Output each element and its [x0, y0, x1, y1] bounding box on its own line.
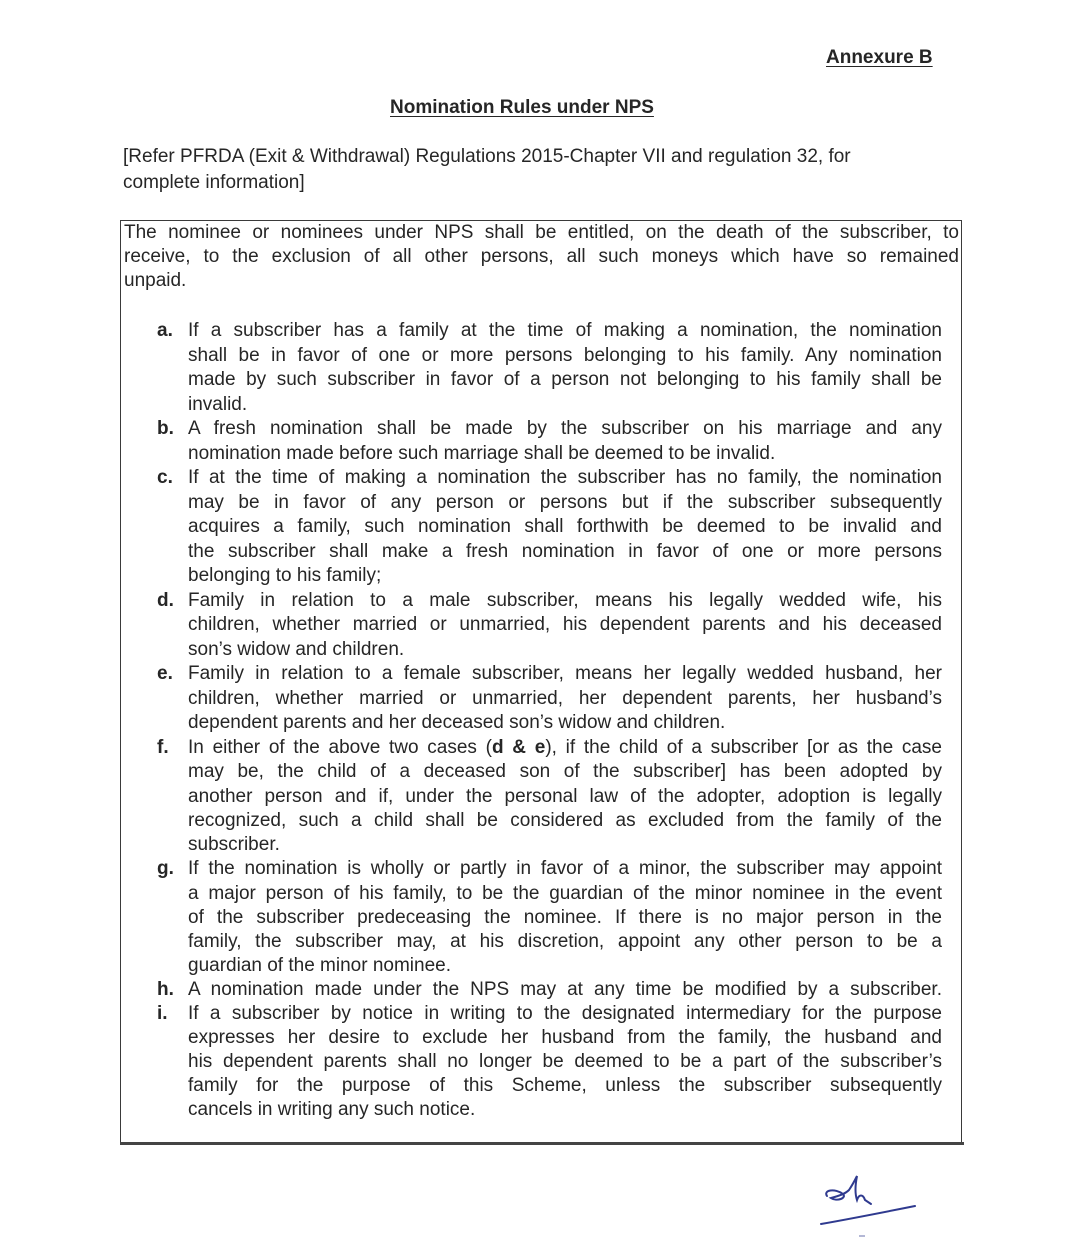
rule-line: acquires a family, such nomination shall forthwith be deemed to be invalid and [188, 516, 942, 537]
rule-line: made by such subscriber in favor of a person not belonging to his family shall be [188, 369, 942, 390]
rule-line: subscriber. [188, 834, 280, 855]
signature-icon [815, 1160, 925, 1240]
rule-marker: a. [157, 320, 173, 341]
rule-line: cancels in writing any such notice. [188, 1099, 476, 1120]
reference-line: complete information] [123, 172, 305, 193]
rule-line: family, the subscriber may, at his discretion, appoint any other person to be a [188, 931, 942, 952]
rule-line: family for the purpose of this Scheme, unless the subscriber subsequently [188, 1075, 942, 1096]
rule-marker: h. [157, 979, 174, 1000]
cross-reference: d & e [491, 737, 546, 758]
rule-marker: e. [157, 663, 173, 684]
intro-line: receive, to the exclusion of all other persons, all such moneys which have so remained [124, 246, 959, 267]
rule-line: another person and if, under the personal law of the adopter, adoption is legally [188, 786, 942, 807]
rule-marker: b. [157, 418, 174, 439]
rule-line [188, 737, 942, 759]
rule-line: son’s widow and children. [188, 639, 405, 660]
rule-marker: d. [157, 590, 174, 611]
rule-line: of the subscriber predeceasing the nominee. If there is no major person in the [188, 907, 942, 928]
rule-line: a major person of his family, to be the guardian of the minor nominee in the event [188, 883, 942, 904]
rule-marker: f. [157, 737, 169, 758]
rule-line: Family in relation to a female subscriber, means her legally wedded husband, her [188, 663, 942, 684]
page-title: Nomination Rules under NPS [390, 97, 654, 118]
rule-marker: g. [157, 858, 174, 879]
box-bottom-border [120, 1142, 964, 1145]
rule-line: If a subscriber has a family at the time of making a nomination, the nomination [188, 320, 942, 341]
intro-line: The nominee or nominees under NPS shall be entitled, on the death of the subscriber, to [124, 222, 959, 243]
rule-line: If the nomination is wholly or partly in favor of a minor, the subscriber may appoint [188, 858, 942, 879]
rule-line: may be, the child of a deceased son of the subscriber] has been adopted by [188, 761, 942, 782]
rule-line-part: ), if the child of a subscriber [or as the case [545, 737, 942, 758]
rule-line: the subscriber shall make a fresh nomination in favor of one or more persons [188, 541, 942, 562]
annexure-label: Annexure B [826, 47, 933, 68]
rule-line: nomination made before such marriage shall be deemed to be invalid. [188, 443, 776, 464]
intro-line: unpaid. [124, 270, 187, 291]
rule-line: invalid. [188, 394, 248, 415]
rule-line: If a subscriber by notice in writing to the designated intermediary for the purpose [188, 1003, 942, 1024]
signature [815, 1160, 925, 1245]
rule-line: Family in relation to a male subscriber, means his legally wedded wife, his [188, 590, 942, 611]
rule-line: may be in favor of any person or persons but if the subscriber subsequently [188, 492, 942, 513]
rule-marker: i. [157, 1003, 168, 1024]
rule-line: shall be in favor of one or more persons belonging to his family. Any nomination [188, 345, 942, 366]
rule-line: expresses her desire to exclude her husband from the family, the husband and [188, 1027, 942, 1048]
rule-line: A fresh nomination shall be made by the subscriber on his marriage and any [188, 418, 942, 439]
rule-line: children, whether married or unmarried, his dependent parents and his deceased [188, 614, 942, 635]
rule-line: recognized, such a child shall be considered as excluded from the family of the [188, 810, 942, 831]
rule-line: A nomination made under the NPS may at any time be modified by a subscriber. [188, 979, 942, 1000]
rule-line: his dependent parents shall no longer be deemed to be a part of the subscriber’s [188, 1051, 942, 1072]
rule-line: belonging to his family; [188, 565, 382, 586]
rule-line: children, whether married or unmarried, her dependent parents, her husband’s [188, 688, 942, 709]
rule-line: guardian of the minor nominee. [188, 955, 451, 976]
reference-line: [Refer PFRDA (Exit & Withdrawal) Regulations 2015-Chapter VII and regulation 32, for [123, 146, 851, 167]
rule-line: If at the time of making a nomination the subscriber has no family, the nomination [188, 467, 942, 488]
rule-marker: c. [157, 467, 173, 488]
rule-line-part: In either of the above two cases ( [188, 737, 492, 758]
rule-line: dependent parents and her deceased son’s widow and children. [188, 712, 726, 733]
